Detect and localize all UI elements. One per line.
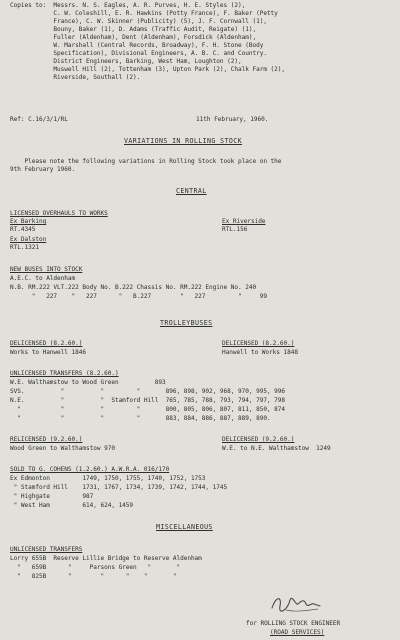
we-to-ne-line: W.E. to N.E. Walthamstow 1249 bbox=[222, 445, 331, 452]
rtl-156: RTL.156 bbox=[222, 226, 248, 233]
ex-barking: Ex Barking bbox=[10, 218, 47, 225]
memo-title: VARIATIONS IN ROLLING STOCK bbox=[124, 137, 242, 145]
memo-date: 11th February, 1960. bbox=[196, 116, 269, 123]
transfer-line: " " " " 883, 884, 886, 887, 889, 890. bbox=[10, 415, 271, 422]
signatory-title: for ROLLING STOCK ENGINEER bbox=[246, 620, 341, 627]
copies-line: France), C. W. Skinner (Publicity) (5), J. F. Cornwall (1), bbox=[10, 18, 267, 25]
aec-line: A.E.C. to Aldenham bbox=[10, 275, 76, 282]
handwritten-signature bbox=[268, 592, 328, 614]
signature-scrawl bbox=[268, 592, 328, 614]
lorry-line: Lorry 655B Reserve Lillie Bridge to Reserve Aldenham bbox=[10, 555, 202, 562]
transfer-line: W.E. Walthamstow to Wood Green 893 bbox=[10, 379, 166, 386]
relicensed-heading: RELICENSED (9.2.60.) bbox=[10, 436, 83, 443]
copies-line: District Engineers, Barking, West Ham, Loughton (2), bbox=[10, 58, 242, 65]
copies-line: Riverside, Southall (2). bbox=[10, 74, 141, 81]
rtl-1321: RTL.1321 bbox=[10, 244, 39, 251]
copies-line: Specification), Divisional Engineers, A. B. C. and Country. bbox=[10, 50, 267, 57]
transfer-line: N.E. " " Stamford Hill 765, 785, 788, 793, 794, 797, 798 bbox=[10, 397, 286, 404]
sold-line: " Highgate 987 bbox=[10, 493, 94, 500]
sold-line: Ex Edmonton 1749, 1750, 1755, 1740, 1752, 1753 bbox=[10, 475, 206, 482]
licensed-overhauls-heading: LICENSED OVERHAULS TO WORKS bbox=[10, 210, 108, 217]
intro-line: 9th February 1960. bbox=[10, 166, 76, 173]
lorry-line: " 659B " Parsons Green " " bbox=[10, 564, 181, 571]
works-to-hanwell: Works to Hanwell 1846 bbox=[10, 349, 86, 356]
unlicensed-transfers-heading: UNLICENSED TRANSFERS (8.2.60.) bbox=[10, 370, 119, 377]
trolleybuses-heading: TROLLEYBUSES bbox=[160, 319, 213, 327]
delicensed-left-heading: DELICENSED (8.2.60.) bbox=[10, 340, 83, 347]
sold-line: " Stamford Hill 1731, 1767, 1734, 1739, 1742, 1744, 1745 bbox=[10, 484, 228, 491]
central-heading: CENTRAL bbox=[176, 187, 207, 195]
copies-line: C. W. Coleshill, E. R. Hawkins (Potty France), F. Baker (Petty bbox=[10, 10, 278, 17]
copies-line: Bouny, Baker (1), D. Adams (Traffic Audit, Reigate) (1), bbox=[10, 26, 257, 33]
transfer-line: " " " " 800, 805, 806, 807, 811, 850, 874 bbox=[10, 406, 286, 413]
reference: Ref: C.16/3/1/RL bbox=[10, 116, 68, 123]
sold-to-cohens-heading: SOLD TO G. COHENS (1.2.60.) A.W.R.A. 016/170 bbox=[10, 466, 170, 473]
delicensed-right-heading-2: DELICENSED (9.2.60.) bbox=[222, 436, 295, 443]
copies-line: W. Marshall (Central Records, Broadway), F. H. Stone (Body bbox=[10, 42, 264, 49]
hanwell-to-works: Hanwell to Works 1848 bbox=[222, 349, 298, 356]
wood-green-line: Wood Green to Walthamstow 970 bbox=[10, 445, 115, 452]
intro-line: Please note the following variations in Rolling Stock took place on the bbox=[10, 158, 282, 165]
delicensed-right-heading: DELICENSED (8.2.60.) bbox=[222, 340, 295, 347]
ex-dalston: Ex Dalston bbox=[10, 236, 47, 243]
transfer-line: SVS. " " " 896, 898, 902, 968, 970, 995, 996 bbox=[10, 388, 286, 395]
copies-line: Fuller (Aldenham), Dent (Aldenham), Forsdick (Aldenham), bbox=[10, 34, 257, 41]
new-buses-heading: NEW BUSES INTO STOCK bbox=[10, 266, 83, 273]
copies-line: Copies to: Messrs. N. S. Eagles, A. R. Purves, H. E. Styles (2), bbox=[10, 2, 246, 9]
signatory-department: (ROAD SERVICES) bbox=[270, 629, 325, 636]
rm222-line: N.B. RM.222 VLT.222 Body No. B.222 Chassis No. RM.222 Engine No. 240 bbox=[10, 284, 257, 291]
rt-4345: RT.4345 bbox=[10, 226, 36, 233]
rm227-line: " 227 " 227 " B.227 " 227 " 99 bbox=[10, 293, 267, 300]
copies-line: Muswell Hill (2), Tottenham (3), Upton Park (2), Chalk Farm (2), bbox=[10, 66, 286, 73]
lorry-line: " 825B " " " " " bbox=[10, 573, 177, 580]
miscellaneous-heading: MISCELLANEOUS bbox=[156, 523, 213, 531]
ex-riverside: Ex Riverside bbox=[222, 218, 266, 225]
sold-line: " West Ham 614, 624, 1459 bbox=[10, 502, 134, 509]
misc-unlicensed-heading: UNLICENSED TRANSFERS bbox=[10, 546, 83, 553]
